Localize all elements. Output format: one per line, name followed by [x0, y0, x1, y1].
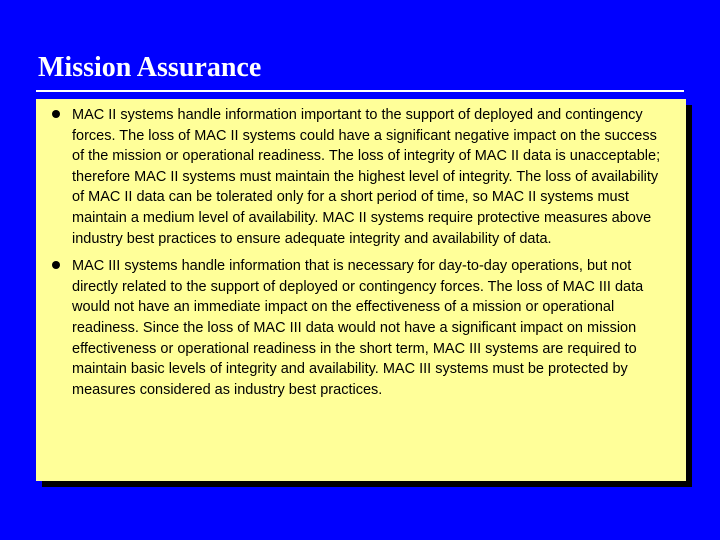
bullet-dot-icon — [52, 110, 60, 118]
content-panel — [36, 99, 686, 481]
title-divider — [36, 90, 684, 92]
bullet-item-mac-ii — [52, 105, 672, 249]
bullet-dot-icon — [52, 261, 60, 269]
slide-title: Mission Assurance — [38, 52, 262, 83]
bullet-item-mac-iii — [52, 256, 672, 400]
bullet-text: MAC II systems handle information important to the support of deployed and contingency forces. The loss of MAC II systems could have a significant negative impact on the success of the mission or operational readiness. The loss of integrity of MAC II data is unacceptable; therefore MAC II systems must maintain the highest level of integrity. The loss of availability of MAC II data can be tolerated only for a short period of time, so MAC II systems must maintain a medium level of availability. MAC II systems require protective measures above industry best practices to ensure adequate integrity and availability of data. — [72, 107, 661, 247]
bullet-text: MAC III systems handle information that is necessary for day-to-day operations, but not directly related to the support of deployed or contingency forces. The loss of MAC III data would not have an immediate impact on the effectiveness of a mission or operational readiness. Since the loss of MAC III data would not have a significant impact on mission effectiveness or operational readiness in the short term, MAC III systems are required to maintain basic levels of integrity and availability. MAC III systems must be protected by measures considered as industry best practices. — [72, 258, 644, 398]
bullet-list — [52, 105, 672, 400]
